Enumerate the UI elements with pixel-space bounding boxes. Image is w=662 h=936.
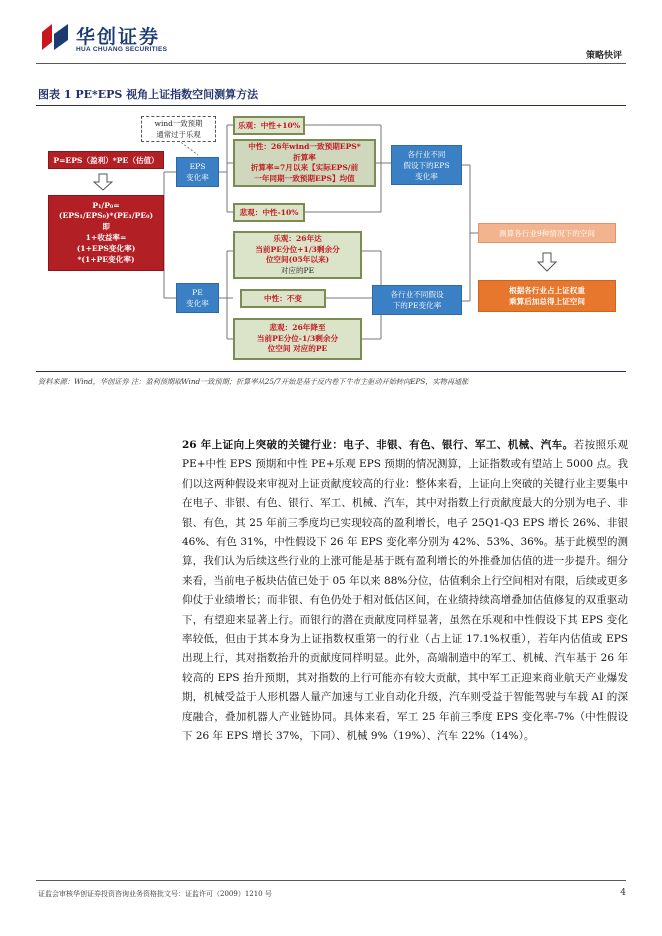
eps-neutral-line-3: 折算率=7月以来【实际EPS/前 [250, 163, 359, 172]
pe-neutral-text: 中性：不变 [264, 294, 302, 303]
eps-pessimistic-text: 悲观：中性-10% [239, 208, 299, 217]
pe-optimistic-line-2: 当前PE分位+1/3剩余分 [255, 244, 340, 254]
company-logo-english: HUA CHUANG SECURITIES [76, 46, 168, 53]
industry-eps-line-2: 假设下的EPS [403, 160, 450, 170]
body-lead: 26 年上证向上突破的关键行业：电子、非银、有色、银行、军工、机械、汽车。 [182, 439, 574, 451]
pe-pessimistic-line-2: 当前PE分位-1/3剩余分 [256, 333, 339, 343]
formula-line-5: (1+EPS变化率) [76, 243, 136, 253]
figure-title: 图表 1 PE*EPS 视角上证指数空间测算方法 [38, 88, 259, 101]
footer-divider [36, 880, 626, 881]
result-box [478, 280, 616, 312]
note-line-2: 通常过于乐观 [156, 130, 201, 139]
calc-scenarios-text: 测算各行业9种情况下的空间 [499, 228, 595, 238]
figure-source-note: 资料来源：Wind，华创证券 注：盈利预期取Wind一致预期；折算率从25/7开始是基于反内卷下牛市主驱动开始转向EPS，实物再通胀 [38, 377, 469, 386]
eps-neutral-line-1: 中性：26年wind一致预期EPS* [248, 142, 361, 151]
page-number: 4 [620, 888, 626, 898]
formula-line-1: P₁/P₀= [92, 200, 120, 210]
eps-box-line-1: EPS [189, 162, 206, 171]
pe-optimistic-line-3: 位空间(05年以来) [265, 255, 330, 264]
note-line-1: wind一致预期 [154, 119, 203, 128]
header-divider [36, 63, 626, 64]
pe-box-line-2: 变化率 [186, 299, 209, 308]
figure-bottom-rule [36, 371, 626, 372]
section-label: 策略快评 [585, 51, 622, 61]
figure-top-rule [36, 105, 626, 106]
pe-neutral-box [240, 289, 326, 308]
formula-main-box [48, 195, 164, 271]
pe-pessimistic-line-3: 位空间 对应的PE [267, 344, 328, 354]
logo-icon [40, 22, 70, 52]
formula-line-3: 即 [102, 222, 110, 232]
industry-eps-line-3: 变化率 [415, 171, 438, 181]
pe-box-line-1: PE [192, 288, 203, 297]
eps-optimistic-box [233, 116, 305, 135]
down-arrow-icon [93, 173, 113, 191]
industry-eps-line-1: 各行业不同 [407, 149, 446, 159]
license-statement: 证监会审核华创证券投资咨询业务资格批文号：证监许可（2009）1210 号 [38, 890, 272, 898]
down-arrow-icon [537, 252, 557, 272]
formula-top-text: P=EPS（盈利）*PE（估值） [53, 155, 159, 165]
eps-neutral-line-4: 一年同期一致预期EPS】均值 [254, 173, 355, 183]
formula-line-6: *(1+PE变化率) [77, 254, 135, 264]
eps-neutral-box [233, 139, 376, 187]
formula-line-4: 1+收益率= [85, 233, 127, 242]
calc-scenarios-box [478, 223, 616, 243]
company-logo-text: 华创证券 [76, 26, 161, 48]
formula-line-2: (EPS₁/EPS₀)*(PE₁/PE₀) [58, 211, 154, 221]
industry-eps-box [391, 145, 462, 185]
pe-pessimistic-line-1: 悲观：26年降至 [269, 323, 326, 333]
eps-optimistic-text: 乐观：中性+10% [237, 121, 301, 130]
industry-pe-box [372, 285, 462, 315]
eps-neutral-line-2: 折算率 [293, 152, 316, 162]
eps-change-box [176, 157, 219, 187]
formula-top-box [48, 151, 164, 169]
pe-optimistic-line-1: 乐观：26年达 [273, 234, 322, 243]
pe-optimistic-box [233, 231, 362, 279]
body-paragraph [182, 436, 628, 747]
pe-pessimistic-box [233, 318, 362, 360]
wind-consensus-note [141, 116, 216, 142]
eps-pessimistic-box [233, 203, 305, 222]
pe-change-box [176, 283, 219, 313]
industry-pe-line-1: 各行业不同假设 [390, 290, 444, 299]
result-line-1: 根据各行业占上证权重 [509, 286, 585, 295]
pe-optimistic-line-4: 对应的PE [280, 265, 315, 275]
eps-box-line-2: 变化率 [186, 173, 209, 182]
industry-pe-line-2: 下的PE变化率 [392, 301, 442, 310]
body-text: 若按照乐观 PE+中性 EPS 预期和中性 PE+乐观 EPS 预期的情况测算，上证指数或有望站上 5000 点。我们以这两种假设来审视对上证贡献度较高的行业：整体来看，上证向上突破的关键行业主要集中在电子、非银、有色、银行、军工、机械、汽车，其中对指数上行贡献度最大的分别为电子、非银、有色，其 25 年前三季度均已实现较高的盈利增长，电子 25Q1-Q3 EPS 增长 26%、非银 46%、有色 31%，中性假设下 26 年 EPS 变化率分别为 42%、53%、36%。基于此模型的测算，我们认为后续这些行业的上涨可能是基于既有盈利增长的外推叠加估值的进一步提升。细分来看，当前电子板块估值已处于 05 年以来 88%分位，估值剩余上行空间相对有限，后续或更多仰仗于业绩增长；而非银、有色仍处于相对低估区间，在业绩持续高增叠加估值修复的双重驱动下，有望迎来显著上行。而银行的潜在贡献度同样显著，虽然在乐观和中性假设下其 EPS 变化率较低，但由于其本身为上证指数权重第一的行业（占上证 17.1%权重），若年内估值或 EPS 出现上行，其对指数抬升的贡献度同样明显。此外，高端制造中的军工、机械、汽车基于 26 年较高的 EPS 抬升预期，其对指数的上行可能亦有较大贡献，其中军工正迎来商业航天产业爆发期，机械受益于人形机器人量产加速与工业自动化升级，汽车则受益于智能驾驶与车载 AI 的深度融合，叠加机器人产业链协同。具体来看，军工 25 年前三季度 EPS 变化率-7%（中性假设下 26 年 EPS 增长 37%，下同）、机械 9%（19%）、汽车 22%（14%）。 [182, 439, 628, 743]
result-line-2: 乘算后加总得上证空间 [509, 297, 585, 306]
